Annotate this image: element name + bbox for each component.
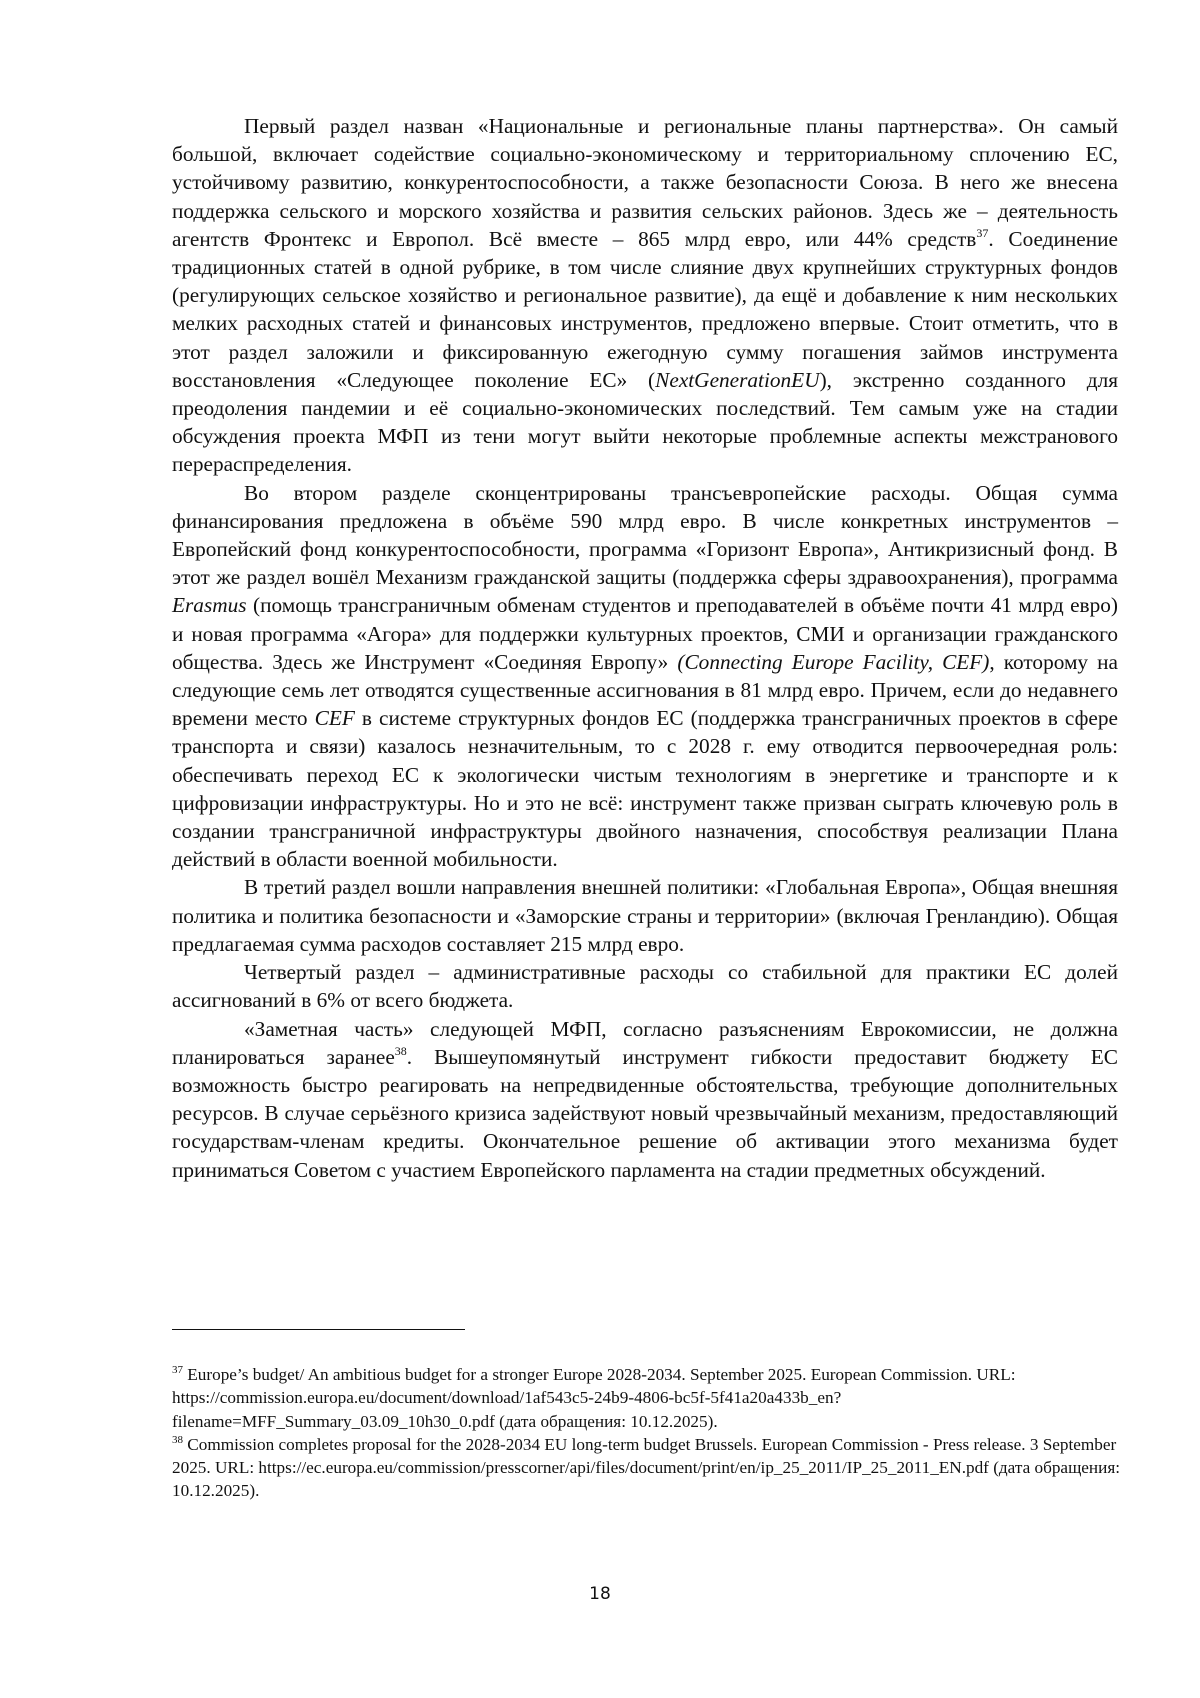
footnote-separator <box>172 1329 465 1330</box>
footnote-37: $^{37}$ Europe’s budget/ An ambitious budget for a stronger Europe 2028-2034. September 2025. European Commission. URL: https://commission.europa.eu/document/download/1af543c5-24b9-4806-bc5f-5f41a20a433b_en?filename=MFF_Summary_03.09_10h30_0.pdf (дата обращения: 10.12.2025). <box>172 1364 1016 1431</box>
footnote-38: $^{38}$ Commission completes proposal for the 2028-2034 EU long-term budget Brussels. European Commission - Press release. 3 September 2025. URL: https://ec.europa.eu/commission/presscorner/api/files/document/print/en/ip_25_2011/IP_25_2011_EN.pdf (дата обращения: 10.12.2025). <box>172 1433 1121 1501</box>
paragraph-section-two: Во втором разделе сконцентрированы трансъевропейские расходы. Общая сумма финансирования предложена в объёме 590 млрд евро. В числе конкретных инструментов – Европейский фонд конкурентоспособности, программа «Горизонт Европа», Антикризисный фонд. В этот же раздел вошёл Механизм гражданской защиты (поддержка сферы здравоохранения), программа Erasmus (помощь трансграничным обменам студентов и преподавателей в объёме почти 41 млрд евро) и новая программа «Агора» для поддержки культурных проектов, СМИ и организации гражданского общества. Здесь же Инструмент «Соединяя Европу» (Connecting Europe Facility, CEF), которому на следующие семь лет отводятся существенные ассигнования в 81 млрд евро. Причем, если до недавнего времени место CEF в системе структурных фондов ЕС (поддержка трансграничных проектов в сфере транспорта и связи) казалось незначительным, то с 2028 г. ему отводится первоочередная роль: обеспечивать переход ЕС к экологически чистым технологиям в энергетике и транспорте и к цифровизации инфраструктуры. Но и это не всё: инструмент также призван сыграть ключевую роль в создании трансграничной инфраструктуры двойного назначения, способствуя реализации Плана действий в области военной мобильности. <box>172 480 1118 872</box>
footnote-ref-38[interactable]: 38 <box>394 1043 407 1058</box>
page-number: 18 <box>589 1584 611 1604</box>
document-body <box>172 112 1118 1184</box>
paragraph-flexibility: «Заметная часть» следующей МФП, согласно разъяснениям Еврокомиссии, не должна планироваться заранее$^{38}$. Вышеупомянутый инструмент гибкости предоставит бюджету ЕС возможность быстро реагировать на непредвиденные обстоятельства, требующие дополнительных ресурсов. В случае серьёзного кризиса задействуют новый чрезвычайный механизм, предоставляющий государствам-членам кредиты. Окончательное решение об активации этого механизма будет приниматься Советом с участием Европейского парламента на стадии предметных обсуждений. <box>172 1016 1118 1182</box>
paragraph-section-one: Первый раздел назван «Национальные и региональные планы партнерства». Он самый большой, включает содействие социально-экономическому и территориальному сплочению ЕС, устойчивому развитию, конкурентоспособности, а также безопасности Союза. В него же внесена поддержка сельского и морского хозяйства и развития сельских районов. Здесь же – деятельность агентств Фронтекс и Европол. Всё вместе – 865 млрд евро, или 44% средств$^{37}$. Соединение традиционных статей в одной рубрике, в том числе слияние двух крупнейших структурных фондов (регулирующих сельское хозяйство и региональное развитие), да ещё и добавление к ним нескольких мелких расходных статей и финансовых инструментов, предложено впервые. Стоит отметить, что в этот раздел заложили и фиксированную ежегодную сумму погашения займов инструмента восстановления «Следующее поколение ЕС» (NextGenerationEU), экстренно созданного для преодоления пандемии и её социально-экономических последствий. Тем самым уже на стадии обсуждения проекта МФП из тени могут выйти некоторые проблемные аспекты межстранового перераспределения. <box>172 114 1118 477</box>
footnotes <box>172 1363 1132 1503</box>
paragraph-section-three: В третий раздел вошли направления внешней политики: «Глобальная Европа», Общая внешняя политика и политика безопасности и «Заморские страны и территории» (включая Гренландию). Общая предлагаемая сумма расходов составляет 215 млрд евро. <box>172 875 1118 956</box>
paragraph-section-four: Четвертый раздел – административные расходы со стабильной для практики ЕС долей ассигнований в 6% от всего бюджета. <box>172 960 1118 1013</box>
footnote-ref-37[interactable]: 37 <box>976 225 989 240</box>
